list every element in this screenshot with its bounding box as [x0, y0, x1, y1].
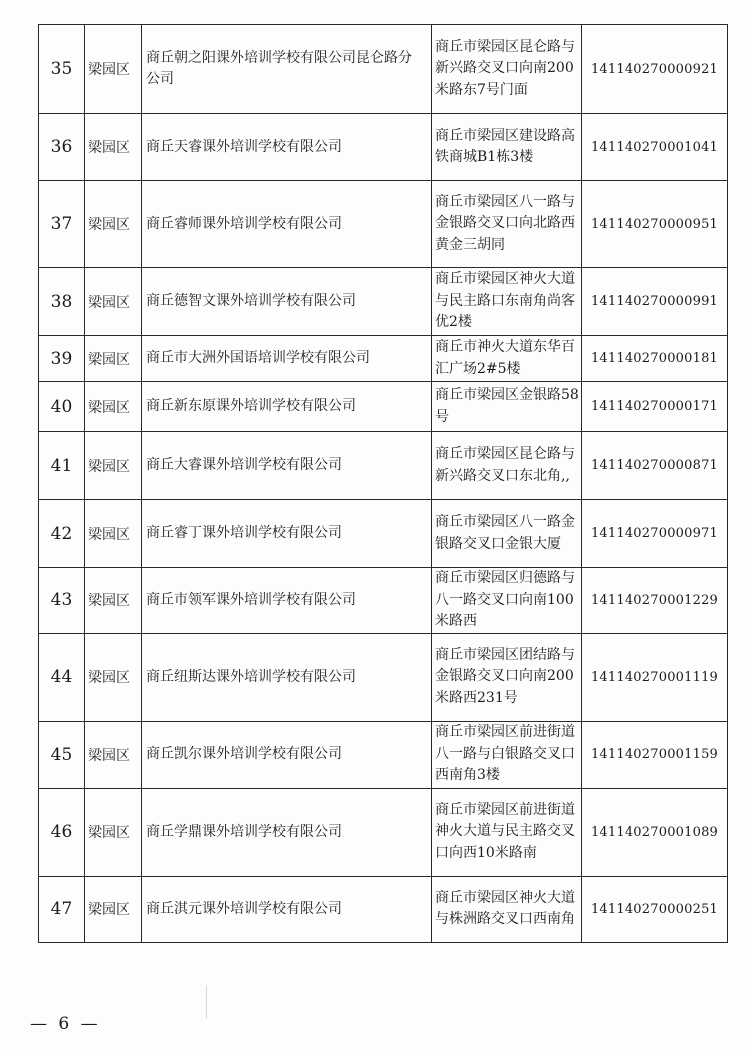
district-cell: 梁园区	[85, 500, 142, 568]
district-cell: 梁园区	[85, 568, 142, 634]
school-name-cell: 商丘朝之阳课外培训学校有限公司昆仑路分公司	[142, 25, 432, 114]
table-row	[39, 633, 728, 721]
school-name-cell: 商丘天睿课外培训学校有限公司	[142, 114, 432, 181]
license-code-cell: 141140270000171	[582, 382, 728, 432]
address-cell: 商丘市神火大道东华百汇广场2#5楼	[432, 336, 582, 382]
address-cell: 商丘市梁园区八一路与金银路交叉口向北路西黄金三胡同	[432, 181, 582, 268]
table-row	[39, 568, 728, 634]
license-code-cell: 141140270000871	[582, 432, 728, 500]
row-number: 42	[39, 500, 85, 568]
table-row	[39, 876, 728, 942]
address-cell: 商丘市梁园区神火大道与民主路口东南角尚客优2楼	[432, 268, 582, 336]
school-name-cell: 商丘纽斯达课外培训学校有限公司	[142, 633, 432, 721]
license-code-cell: 141140270000181	[582, 336, 728, 382]
license-code-cell: 141140270000971	[582, 500, 728, 568]
scan-artifact-line	[206, 985, 207, 1019]
license-code-cell: 141140270000991	[582, 268, 728, 336]
address-cell: 商丘市梁园区前进街道神火大道与民主路交叉口向西10米路南	[432, 788, 582, 876]
table-row	[39, 336, 728, 382]
school-name-cell: 商丘学鼎课外培训学校有限公司	[142, 788, 432, 876]
row-number: 39	[39, 336, 85, 382]
school-name-cell: 商丘睿丁课外培训学校有限公司	[142, 500, 432, 568]
license-code-cell: 141140270001041	[582, 114, 728, 181]
registry-table	[38, 24, 728, 943]
district-cell: 梁园区	[85, 876, 142, 942]
address-cell: 商丘市梁园区前进街道八一路与白银路交叉口西南角3楼	[432, 721, 582, 788]
school-name-cell: 商丘市大洲外国语培训学校有限公司	[142, 336, 432, 382]
district-cell: 梁园区	[85, 788, 142, 876]
district-cell: 梁园区	[85, 114, 142, 181]
table-row	[39, 181, 728, 268]
district-cell: 梁园区	[85, 432, 142, 500]
address-cell: 商丘市梁园区金银路58号	[432, 382, 582, 432]
address-cell: 商丘市梁园区神火大道与株洲路交叉口西南角	[432, 876, 582, 942]
row-number: 41	[39, 432, 85, 500]
district-cell: 梁园区	[85, 382, 142, 432]
table-row	[39, 114, 728, 181]
table-row	[39, 788, 728, 876]
license-code-cell: 141140270001119	[582, 633, 728, 721]
row-number: 37	[39, 181, 85, 268]
address-cell: 商丘市梁园区八一路金银路交叉口金银大厦	[432, 500, 582, 568]
school-name-cell: 商丘淇元课外培训学校有限公司	[142, 876, 432, 942]
school-name-cell: 商丘大睿课外培训学校有限公司	[142, 432, 432, 500]
table-row	[39, 382, 728, 432]
row-number: 46	[39, 788, 85, 876]
district-cell: 梁园区	[85, 268, 142, 336]
row-number: 43	[39, 568, 85, 634]
address-cell: 商丘市梁园区团结路与金银路交叉口向南200米路西231号	[432, 633, 582, 721]
license-code-cell: 141140270001229	[582, 568, 728, 634]
address-cell: 商丘市梁园区昆仑路与新兴路交叉口东北角,,	[432, 432, 582, 500]
address-cell: 商丘市梁园区归德路与八一路交叉口向南100米路西	[432, 568, 582, 634]
district-cell: 梁园区	[85, 633, 142, 721]
district-cell: 梁园区	[85, 336, 142, 382]
row-number: 44	[39, 633, 85, 721]
table-row	[39, 268, 728, 336]
license-code-cell: 141140270001159	[582, 721, 728, 788]
school-name-cell: 商丘凯尔课外培训学校有限公司	[142, 721, 432, 788]
district-cell: 梁园区	[85, 181, 142, 268]
table-row	[39, 721, 728, 788]
license-code-cell: 141140270000251	[582, 876, 728, 942]
district-cell: 梁园区	[85, 25, 142, 114]
district-cell: 梁园区	[85, 721, 142, 788]
license-code-cell: 141140270000951	[582, 181, 728, 268]
table-row	[39, 432, 728, 500]
license-code-cell: 141140270001089	[582, 788, 728, 876]
row-number: 36	[39, 114, 85, 181]
table-row	[39, 500, 728, 568]
address-cell: 商丘市梁园区建设路高铁商城B1栋3楼	[432, 114, 582, 181]
address-cell: 商丘市梁园区昆仑路与新兴路交叉口向南200米路东7号门面	[432, 25, 582, 114]
school-name-cell: 商丘市领军课外培训学校有限公司	[142, 568, 432, 634]
row-number: 35	[39, 25, 85, 114]
row-number: 38	[39, 268, 85, 336]
license-code-cell: 141140270000921	[582, 25, 728, 114]
row-number: 47	[39, 876, 85, 942]
row-number: 40	[39, 382, 85, 432]
school-name-cell: 商丘新东原课外培训学校有限公司	[142, 382, 432, 432]
school-name-cell: 商丘德智文课外培训学校有限公司	[142, 268, 432, 336]
page-number: — 6 —	[30, 1014, 101, 1034]
table-row	[39, 25, 728, 114]
row-number: 45	[39, 721, 85, 788]
school-name-cell: 商丘睿师课外培训学校有限公司	[142, 181, 432, 268]
